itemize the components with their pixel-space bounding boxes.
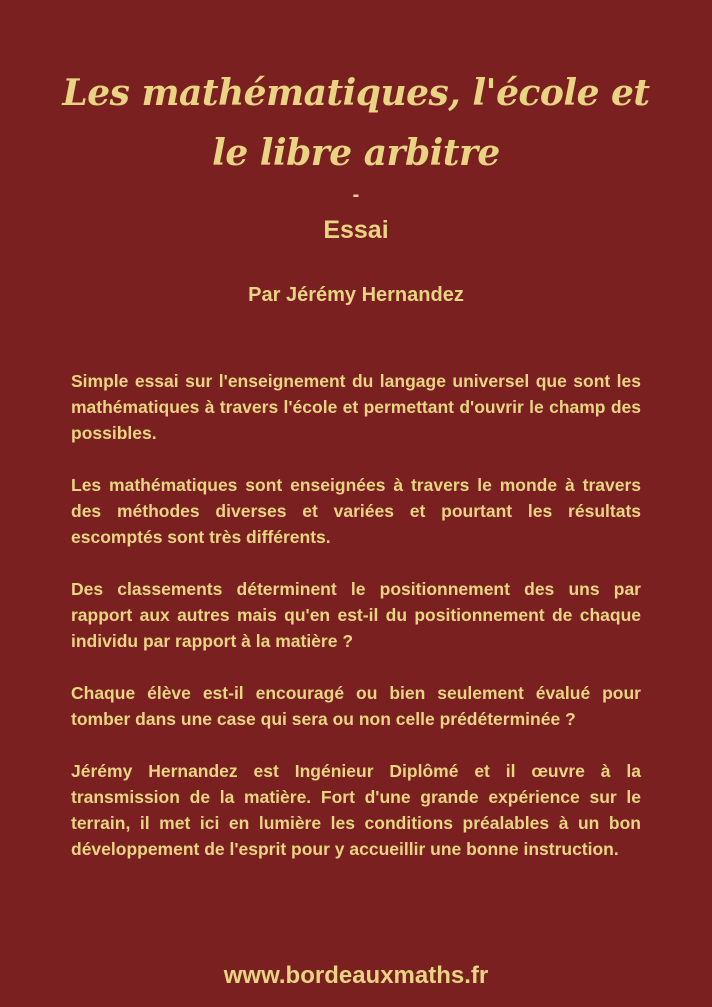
title-line-2: le libre arbitre [212, 132, 500, 174]
genre-label: Essai [323, 216, 389, 244]
website-url: www.bordeauxmaths.fr [223, 962, 489, 989]
paragraph-1: Simple essai sur l'enseignement du langage universel que sont les mathématiques à travers l'école et permettant d'ouvrir le champ des possibles. [71, 371, 641, 443]
paragraph-5: Jérémy Hernandez est Ingénieur Diplômé et il œuvre à la transmission de la matière. Fort d'une grande expérience sur le terrain, il met ici en lumière les conditions préalables à un bon développement de l'esprit pour y accueillir une bonne instruction. [71, 761, 641, 859]
paragraph-4: Chaque élève est-il encouragé ou bien seulement évalué pour tomber dans une case qui sera ou non celle prédéterminée ? [71, 683, 641, 729]
back-cover-text [71, 368, 641, 888]
title-line-1: Les mathématiques, l'école et [62, 72, 650, 114]
author-line: Par Jérémy Hernandez [248, 284, 464, 306]
paragraph-2: Les mathématiques sont enseignées à travers le monde à travers des méthodes diverses et variées et pourtant les résultats escomptés sont très différents. [71, 475, 641, 547]
title-separator: - [352, 184, 360, 206]
paragraph-3: Des classements déterminent le positionnement des uns par rapport aux autres mais qu'en est-il du positionnement de chaque individu par rapport à la matière ? [71, 579, 641, 651]
